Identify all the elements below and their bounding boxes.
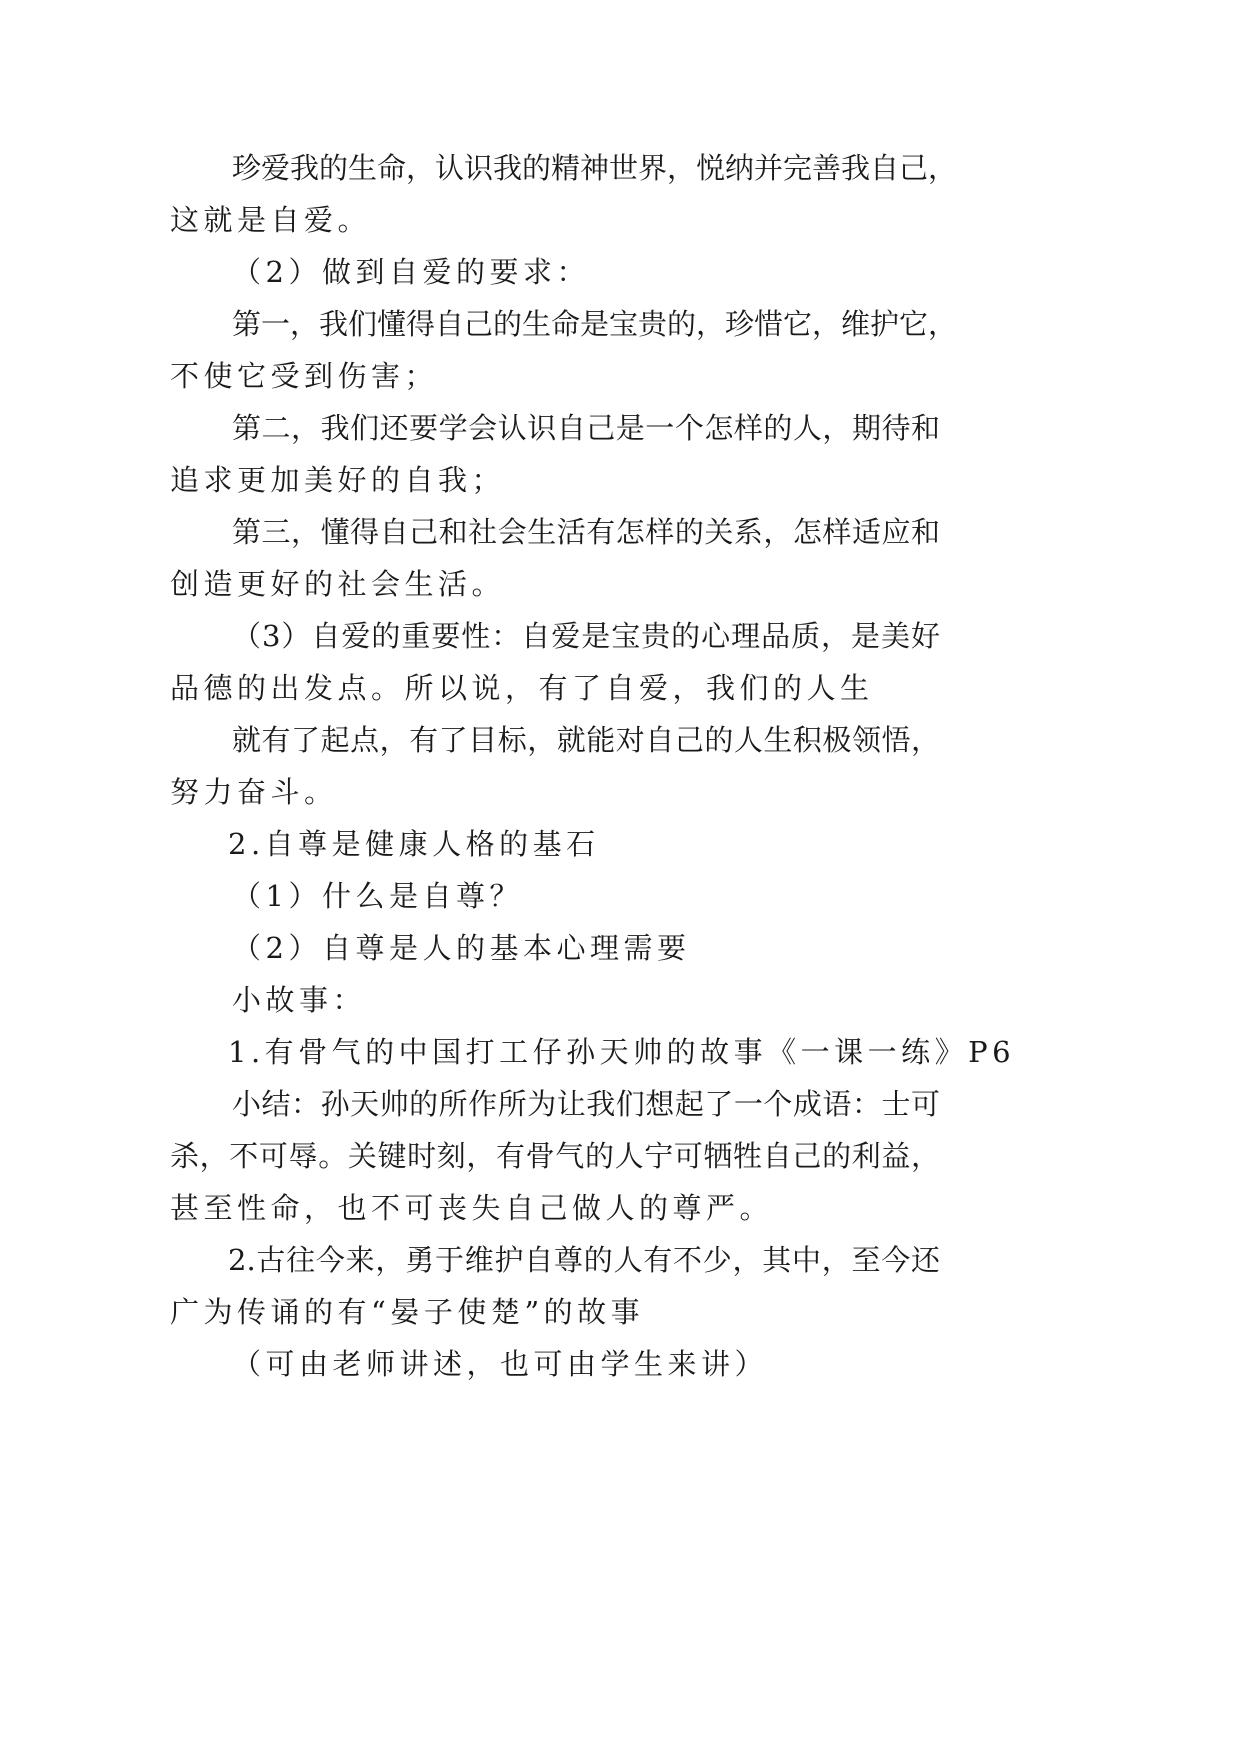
paragraph-line: 就有了起点，有了目标，就能对自己的人生积极领悟， — [232, 723, 940, 757]
paragraph-line: 2.古往今来，勇于维护自尊的人有不少，其中，至今还 — [228, 1243, 940, 1277]
paragraph-line: 珍爱我的生命，认识我的精神世界，悦纳并完善我自己， — [232, 151, 958, 185]
subsection-heading: （2）自尊是人的基本心理需要 — [232, 931, 691, 965]
paragraph-line: 小结：孙天帅的所作所为让我们想起了一个成语：士可 — [232, 1087, 940, 1121]
paragraph-line: 广为传诵的有“晏子使楚”的故事 — [170, 1295, 645, 1329]
paragraph-line: 第一，我们懂得自己的生命是宝贵的，珍惜它，维护它， — [232, 307, 958, 341]
paragraph-line: 小故事： — [232, 983, 367, 1017]
section-heading: （2）做到自爱的要求： — [232, 255, 590, 289]
section-heading: （3）自爱的重要性：自爱是宝贵的心理品质，是美好 — [232, 619, 940, 653]
paragraph-line: （可由老师讲述，也可由学生来讲） — [232, 1347, 769, 1381]
paragraph-line: 第二，我们还要学会认识自己是一个怎样的人，期待和 — [232, 411, 940, 445]
subsection-heading: （1）什么是自尊？ — [232, 879, 523, 913]
paragraph-line: 第三，懂得自己和社会生活有怎样的关系，怎样适应和 — [232, 515, 940, 549]
paragraph-line: 创造更好的社会生活。 — [170, 567, 506, 601]
paragraph-line: 1.有骨气的中国打工仔孙天帅的故事《一课一练》P6 — [228, 1035, 1016, 1069]
paragraph-line: 品德的出发点。所以说，有了自爱，我们的人生 — [170, 671, 874, 705]
paragraph-line: 甚至性命，也不可丧失自己做人的尊严。 — [170, 1191, 774, 1225]
paragraph-line: 杀，不可辱。关键时刻，有骨气的人宁可牺牲自己的利益， — [170, 1139, 940, 1173]
section-heading: 2.自尊是健康人格的基石 — [228, 827, 600, 861]
paragraph-line: 这就是自爱。 — [170, 203, 372, 237]
paragraph-line: 不使它受到伤害； — [170, 359, 439, 393]
paragraph-line: 追求更加美好的自我； — [170, 463, 506, 497]
paragraph-line: 努力奋斗。 — [170, 775, 338, 809]
